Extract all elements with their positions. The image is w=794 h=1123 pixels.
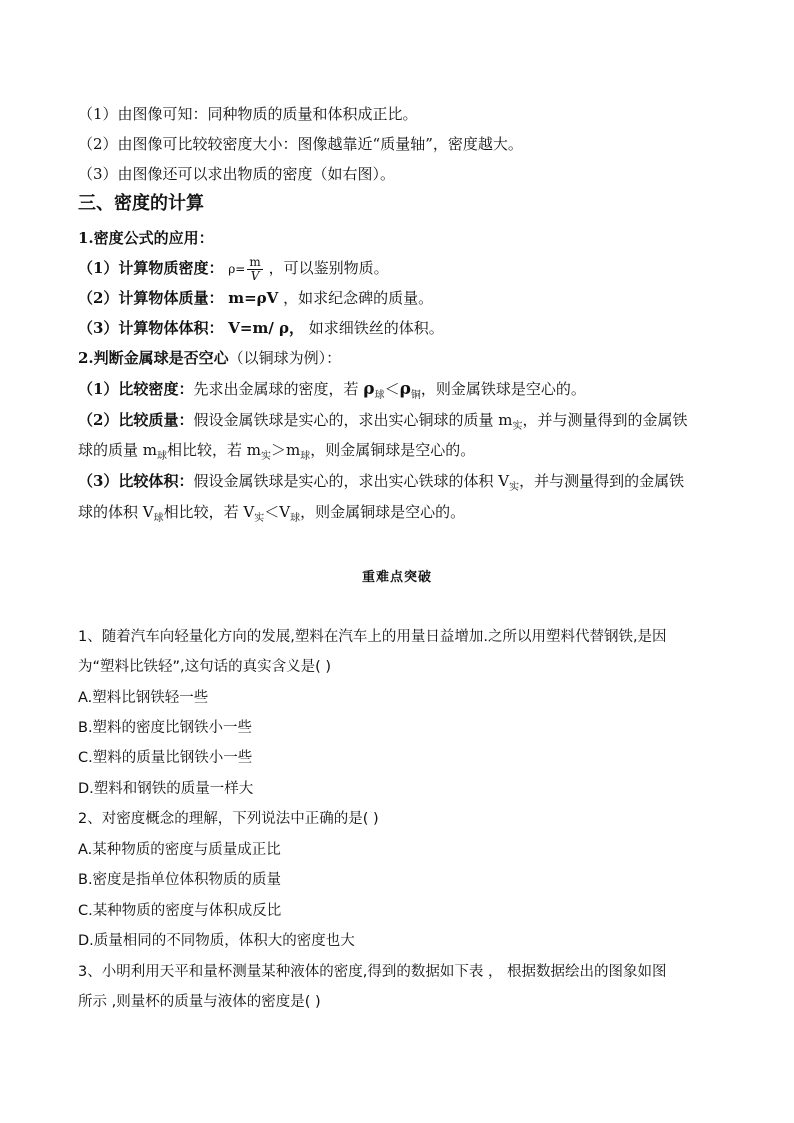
compare-mass-l2-d: ，则金属铜球是空心的。	[310, 441, 476, 459]
subheading-hollow-bold: 2.判断金属球是否空心	[78, 349, 229, 367]
compare-volume-line-1	[78, 471, 684, 494]
density-formula	[228, 255, 268, 283]
question-1-option-b: B.塑料的密度比钢铁小一些	[78, 720, 253, 736]
question-2-option-d: D.质量相同的不同物质，体积大的密度也大	[78, 933, 355, 949]
apply-density-line	[78, 256, 389, 283]
compare-mass-line-2	[78, 440, 475, 463]
compare-density-line	[78, 379, 586, 402]
question-2-stem: 2、对密度概念的理解，下列说法中正确的是( )	[78, 811, 379, 827]
subscript-solid: 实	[512, 421, 523, 432]
apply-density-text: ，可以鉴别物质。	[268, 259, 389, 277]
compare-volume-l2-b: 相比较，若 V	[163, 503, 255, 521]
compare-mass-label: （2）比较质量：	[78, 411, 194, 429]
compare-volume-line-2	[78, 502, 465, 525]
subheading-hollow-rest: （以铜球为例）：	[228, 349, 342, 367]
question-2-option-b: B.密度是指单位体积物质的质量	[78, 872, 282, 888]
subheading-hollow	[78, 348, 341, 368]
apply-mass-line	[78, 288, 433, 308]
point-2: （2）由图像可比较较密度大小：图像越靠近“质量轴”，密度越大。	[78, 135, 523, 153]
subscript-solid: 实	[261, 451, 271, 462]
question-2-option-a: A.某种物质的密度与质量成正比	[78, 842, 281, 858]
formula-lhs: ρ=	[228, 262, 246, 276]
compare-volume-label: （3）比较体积：	[78, 472, 194, 490]
compare-mass-l2-c: ＞m	[271, 441, 301, 459]
subscript-ball: 球	[300, 451, 311, 462]
question-3-stem-line-1: 3、小明利用天平和量杯测量某种液体的密度,得到的数据如下表 ， 根据数据绘出的图象如图	[78, 964, 667, 980]
breakthrough-title: 重难点突破	[361, 570, 432, 585]
subscript-copper: 铜	[410, 390, 421, 401]
compare-volume-l2-d: ，则金属铜球是空心的。	[300, 503, 466, 521]
question-2-option-c: C.某种物质的密度与体积成反比	[78, 903, 282, 919]
point-1: （1）由图像可知：同种物质的质量和体积成正比。	[78, 105, 418, 123]
compare-volume-text-a: 假设金属铁球是实心的，求出实心铁球的体积 V	[193, 472, 510, 490]
apply-mass-text: ，如求纪念碑的质量。	[283, 289, 434, 307]
apply-volume-line	[78, 318, 444, 338]
subscript-solid: 实	[509, 482, 520, 493]
section-heading: 三、密度的计算	[78, 193, 204, 214]
compare-mass-line-1	[78, 410, 687, 433]
volume-formula: V=m/ ρ，	[228, 319, 304, 337]
subheading-formula-application: 1.密度公式的应用：	[78, 229, 214, 247]
compare-density-text-a: 先求出金属球的密度，若	[193, 380, 359, 398]
question-1-option-a: A.塑料比钢铁轻一些	[78, 690, 209, 706]
compare-volume-l2-c: ＜V	[264, 503, 291, 521]
rho-symbol: ρ	[399, 379, 411, 399]
apply-mass-label: （2）计算物体质量：	[78, 289, 224, 307]
less-than: ＜	[384, 380, 400, 398]
apply-volume-text: 如求细铁丝的体积。	[308, 319, 444, 337]
compare-mass-l2-a: 球的质量 m	[78, 441, 157, 459]
rho-symbol: ρ	[363, 379, 375, 399]
question-3-stem-line-2: 所示 ,则量杯的质量与液体的密度是( )	[78, 994, 321, 1010]
question-1-stem-line-1: 1、随着汽车向轻量化方向的发展,塑料在汽车上的用量日益增加.之所以用塑料代替钢铁,是因	[78, 629, 667, 645]
compare-density-text-b: ，则金属铁球是空心的。	[420, 380, 586, 398]
subscript-solid: 实	[254, 513, 265, 524]
subscript-ball: 球	[374, 390, 385, 401]
question-1-stem-line-2: 为“塑料比铁轻”,这句话的真实含义是( )	[78, 659, 332, 675]
formula-numerator: m	[249, 255, 261, 269]
subscript-ball: 球	[157, 451, 167, 462]
formula-denominator: V	[250, 269, 260, 283]
apply-density-label: （1）计算物质密度：	[78, 259, 224, 277]
subscript-ball: 球	[153, 513, 164, 524]
mass-formula: m=ρV	[228, 289, 279, 307]
point-3: （3）由图像还可以求出物质的密度（如右图）。	[78, 165, 396, 183]
compare-density-label: （1）比较密度：	[78, 380, 194, 398]
question-1-option-c: C.塑料的质量比钢铁小一些	[78, 750, 253, 766]
compare-volume-l2-a: 球的体积 V	[78, 503, 154, 521]
subscript-ball: 球	[290, 513, 301, 524]
formula-fraction	[247, 256, 262, 283]
compare-mass-text-a: 假设金属铁球是实心的，求出实心铜球的质量 m	[193, 411, 513, 429]
apply-volume-label: （3）计算物体体积：	[78, 319, 224, 337]
compare-mass-text-b: ，并与测量得到的金属铁	[522, 411, 688, 429]
compare-mass-l2-b: 相比较，若 m	[167, 441, 261, 459]
compare-volume-text-b: ，并与测量得到的金属铁	[519, 472, 685, 490]
question-1-option-d: D.塑料和钢铁的质量一样大	[78, 781, 254, 797]
